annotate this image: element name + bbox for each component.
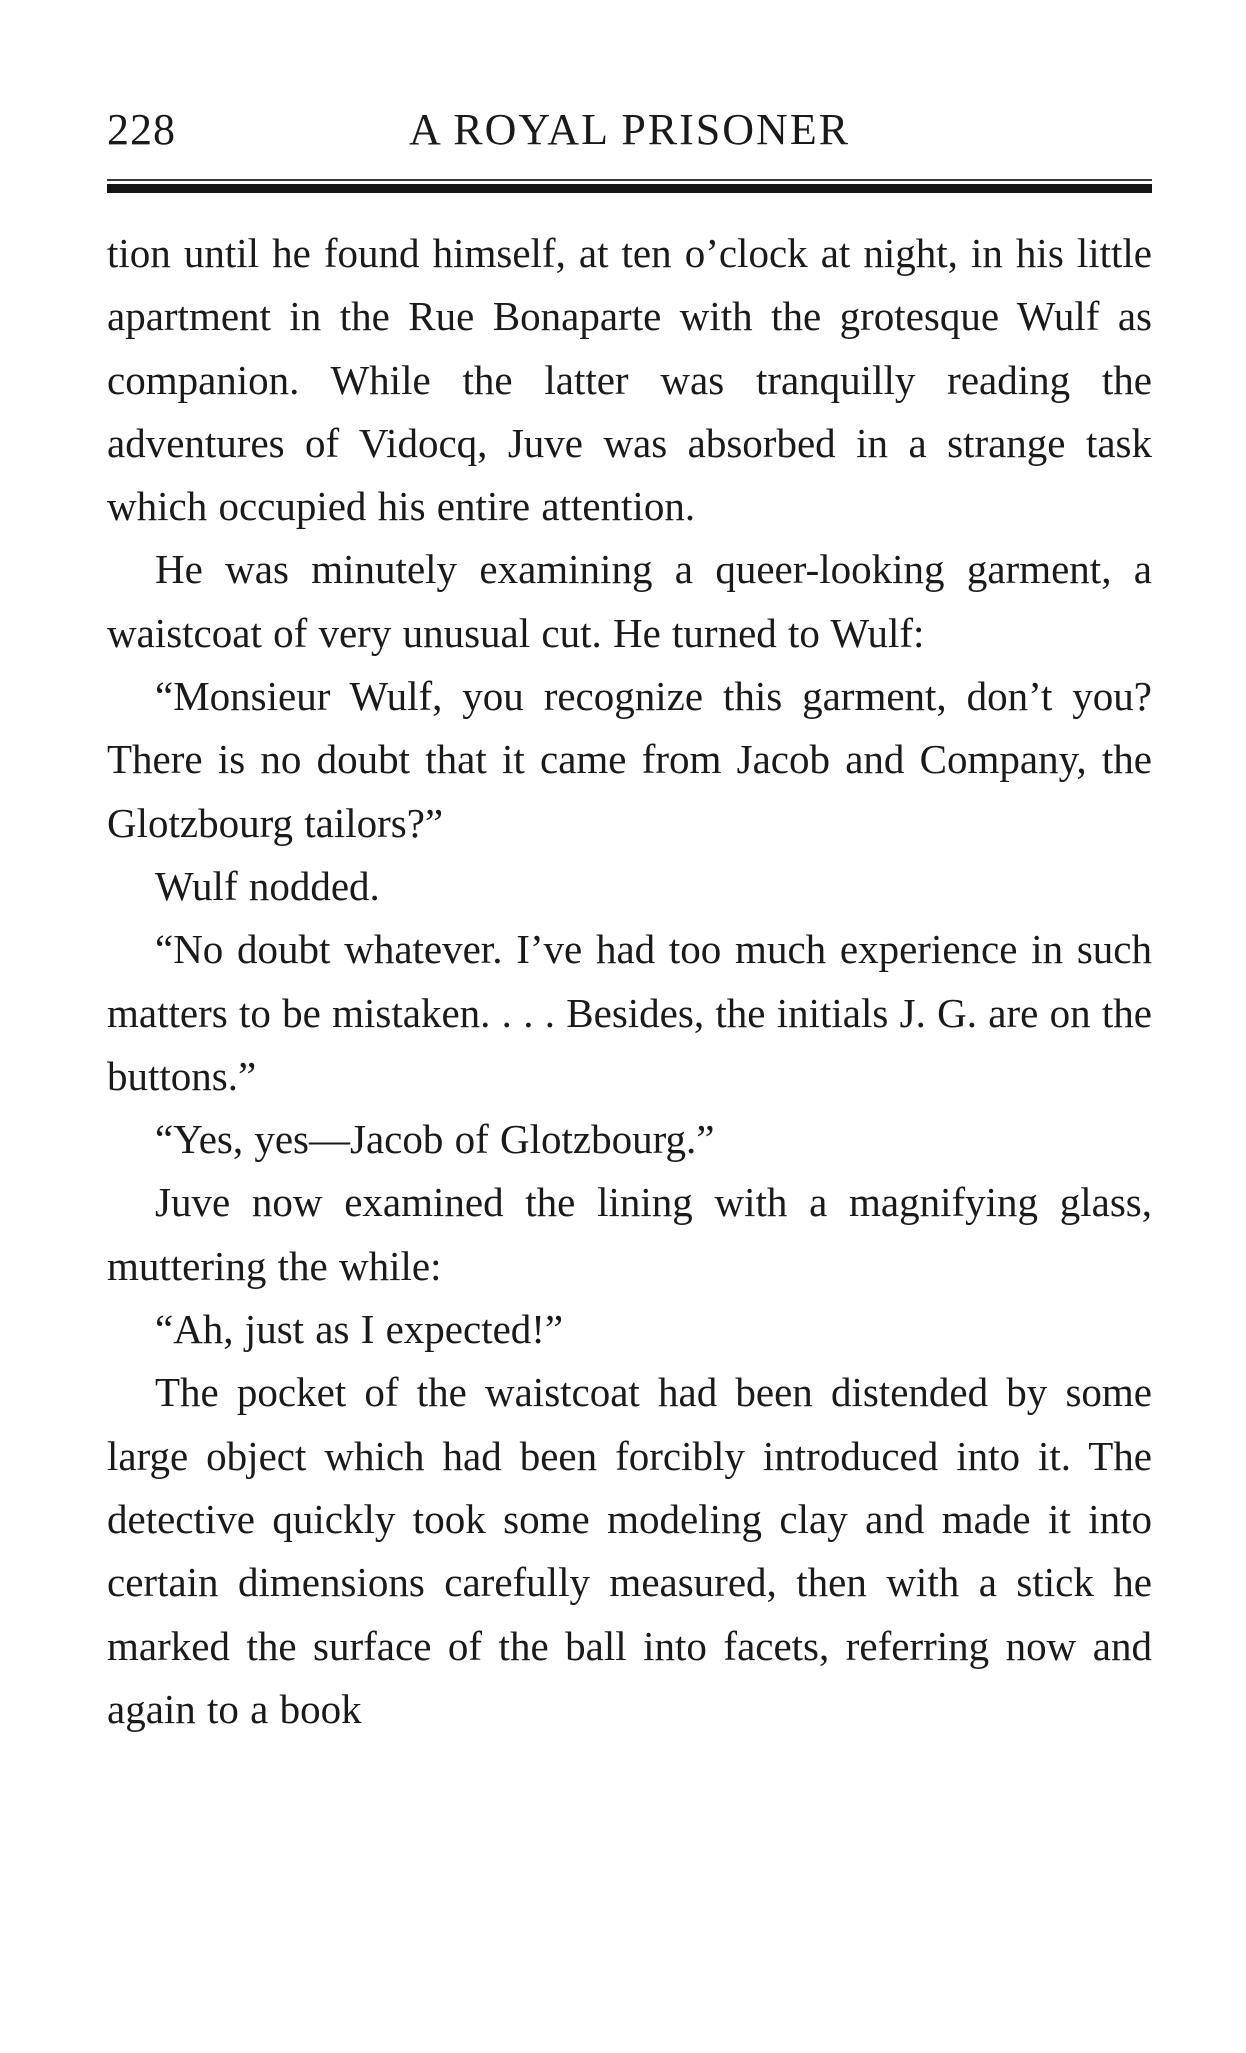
paragraph: “No doubt whatever. I’ve had too much experience in such matters to be mistaken. . . . Besides, the initials J. G. are on the buttons.” bbox=[107, 926, 1152, 1099]
page-header bbox=[107, 104, 1152, 164]
header-rule-thin bbox=[107, 179, 1152, 181]
paragraph: “Ah, just as I expected!” bbox=[155, 1306, 564, 1353]
paragraph: He was minutely examining a queer-looking garment, a waistcoat of very unusual cut. He turned to Wulf: bbox=[107, 546, 1152, 656]
paragraph: “Monsieur Wulf, you recognize this garment, don’t you? There is no doubt that it came from Jacob and Company, the Glotzbourg tailors?” bbox=[107, 673, 1152, 846]
page-number: 228 bbox=[107, 105, 176, 154]
paragraph: tion until he found himself, at ten o’clock at night, in his little apartment in the Rue Bonaparte with the grotesque Wulf as companion. While the latter was tranquilly reading the adventures of Vidocq, Juve was absorbed in a strange task which occupied his entire attention. bbox=[107, 230, 1152, 530]
header-rule bbox=[107, 184, 1152, 193]
running-head: A ROYAL PRISONER bbox=[408, 105, 851, 154]
paragraph: Wulf nodded. bbox=[155, 862, 380, 909]
body-text bbox=[107, 222, 1152, 1741]
paragraph: “Yes, yes—Jacob of Glotzbourg.” bbox=[155, 1116, 715, 1163]
paragraph: The pocket of the waistcoat had been distended by some large object which had been forcibly introduced into it. The detective quickly took some modeling clay and made it into certain dimensions carefully measured, then with a stick he marked the surface of the ball into facets, referring now and again to a book bbox=[107, 1369, 1152, 1732]
paragraph: Juve now examined the lining with a magnifying glass, muttering the while: bbox=[107, 1179, 1152, 1289]
